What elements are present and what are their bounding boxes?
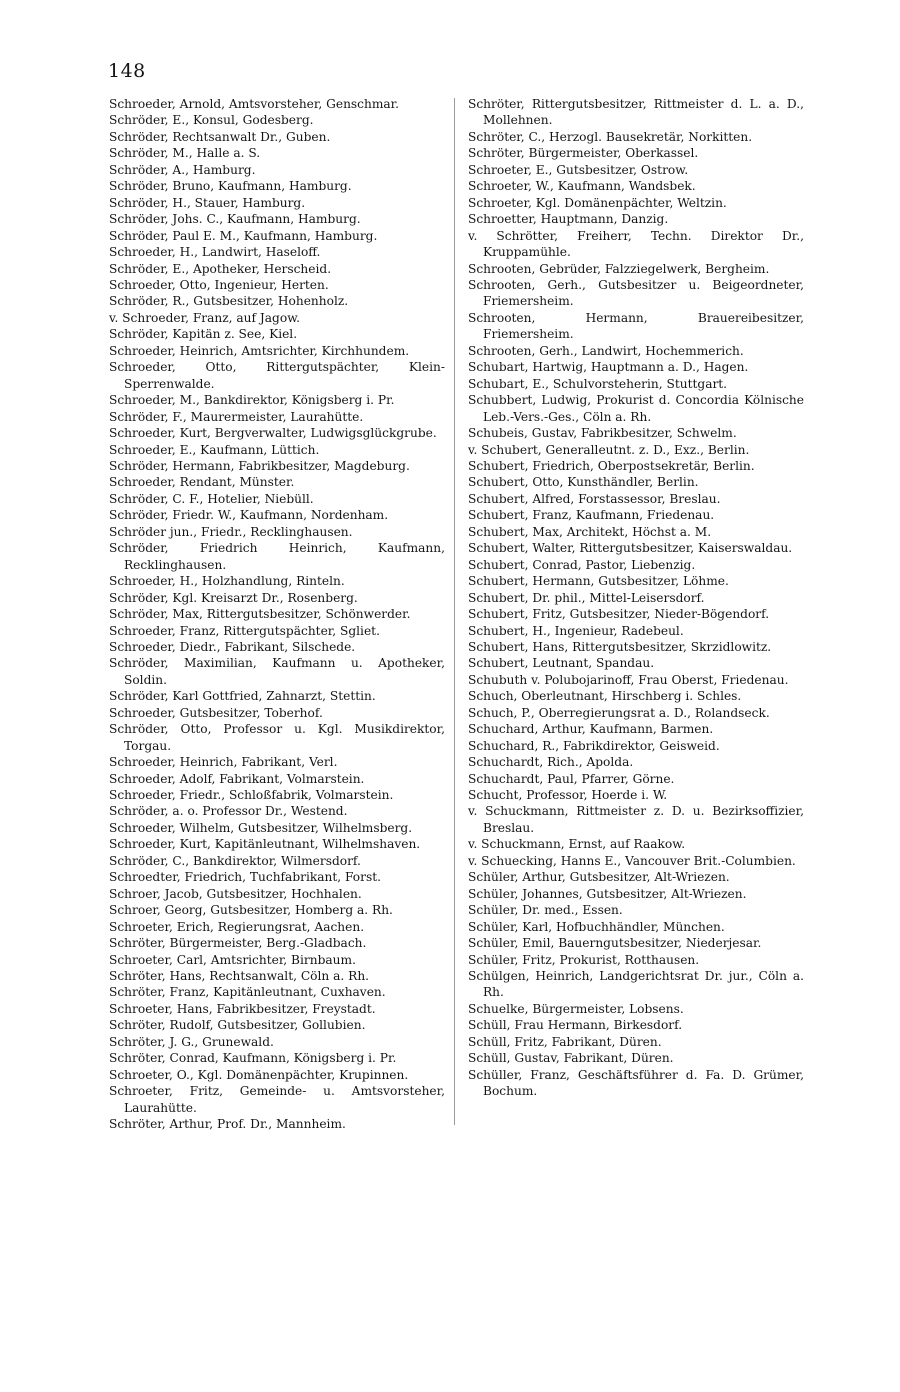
directory-entry: Schroeder, Franz, Rittergutspächter, Sgliet. [109,623,380,638]
directory-entry: Schröder, Maximilian, Kaufmann u. Apotheker, Soldin. [109,656,445,687]
directory-entry: Schroeder, Friedr., Schloßfabrik, Volmarstein. [109,788,394,803]
directory-entry: Schüll, Gustav, Fabrikant, Düren. [468,1051,674,1066]
directory-entry: Schubert, Walter, Rittergutsbesitzer, Kaiserswaldau. [468,541,793,556]
directory-entry: Schröder, M., Halle a. S. [109,146,261,161]
directory-entry: Schroeder, Gutsbesitzer, Toberhof. [109,705,323,720]
directory-entry: Schubert, H., Ingenieur, Radebeul. [468,623,684,638]
directory-entry: Schröder, A., Hamburg. [109,162,256,177]
directory-entry: Schuch, Oberleutnant, Hirschberg i. Schles. [468,689,742,704]
directory-entry: Schubart, Hartwig, Hauptmann a. D., Hagen. [468,360,749,375]
directory-entry: Schroetter, Hauptmann, Danzig. [468,212,669,227]
directory-entry: Schröter, Conrad, Kaufmann, Königsberg i. Pr. [109,1051,397,1066]
directory-entry: Schröder, Paul E. M., Kaufmann, Hamburg. [109,228,378,243]
directory-entry: Schüler, Emil, Bauerngutsbesitzer, Niederjesar. [468,936,762,951]
directory-entry: Schubert, Conrad, Pastor, Liebenzig. [468,557,696,572]
directory-entry: Schubert, Franz, Kaufmann, Friedenau. [468,508,715,523]
directory-entry: Schröter, Rudolf, Gutsbesitzer, Gollubien. [109,1018,366,1033]
directory-entry: Schubert, Alfred, Forstassessor, Breslau. [468,491,721,506]
directory-entry: Schubert, Otto, Kunsthändler, Berlin. [468,475,699,490]
directory-entry: Schröder, Friedrich Heinrich, Kaufmann, Recklinghausen. [109,541,445,572]
directory-entry: Schuchard, R., Fabrikdirektor, Geisweid. [468,738,720,753]
directory-entry: Schubuth v. Polubojarinoff, Frau Oberst, Friedenau. [468,672,789,687]
directory-entry: Schroeder, Rendant, Münster. [109,475,295,490]
directory-entry: v. Schuckmann, Ernst, auf Raakow. [468,837,686,852]
directory-entry: Schröder, Kgl. Kreisarzt Dr., Rosenberg. [109,590,358,605]
directory-entry: Schroedter, Friedrich, Tuchfabrikant, Forst. [109,870,381,885]
directory-entry: Schröder, Bruno, Kaufmann, Hamburg. [109,179,352,194]
directory-entry: Schroeter, Fritz, Gemeinde- u. Amtsvorsteher, Laurahütte. [109,1084,445,1115]
directory-entry: Schroeder, H., Landwirt, Haseloff. [109,245,321,260]
directory-entry: Schrooten, Gerh., Gutsbesitzer u. Beigeordneter, Friemersheim. [468,277,804,309]
directory-entry: Schröder, a. o. Professor Dr., Westend. [109,804,348,819]
directory-entry: Schroeter, Carl, Amtsrichter, Birnbaum. [109,952,356,967]
directory-entry: Schröder, Otto, Professor u. Kgl. Musikdirektor, Torgau. [109,722,445,753]
directory-entry: Schröter, J. G., Grunewald. [109,1034,274,1049]
directory-entry: Schroeder, M., Bankdirektor, Königsberg i. Pr. [109,393,395,408]
directory-entry: Schroeder, Heinrich, Fabrikant, Verl. [109,755,338,770]
directory-entry: Schröter, C., Herzogl. Bausekretär, Norkitten. [468,129,753,144]
directory-entry: Schüler, Dr. med., Essen. [468,903,623,918]
directory-entry: Schröder, F., Maurermeister, Laurahütte. [109,409,364,424]
directory-entry: Schubert, Hermann, Gutsbesitzer, Löhme. [468,574,729,589]
page-number: 148 [108,60,146,82]
column-divider [454,98,455,1125]
directory-entry: Schroer, Georg, Gutsbesitzer, Homberg a. Rh. [109,903,393,918]
directory-entry: Schuchardt, Rich., Apolda. [468,755,634,770]
directory-entry: Schroeder, H., Holzhandlung, Rinteln. [109,574,345,589]
directory-entry: Schüler, Arthur, Gutsbesitzer, Alt-Wriezen. [468,870,730,885]
directory-entry: Schröder, Karl Gottfried, Zahnarzt, Stettin. [109,689,376,704]
directory-entry: Schröter, Hans, Rechtsanwalt, Cöln a. Rh. [109,969,370,984]
directory-entry: Schrooten, Gerh., Landwirt, Hochemmerich. [468,343,744,358]
directory-entry: Schrooten, Gebrüder, Falzziegelwerk, Bergheim. [468,261,770,276]
directory-entry: Schubart, E., Schulvorsteherin, Stuttgart. [468,376,728,391]
directory-entry: Schroeder, Diedr., Fabrikant, Silschede. [109,639,356,654]
directory-entry: Schüll, Frau Hermann, Birkesdorf. [468,1018,683,1033]
directory-entry: Schroeter, Erich, Regierungsrat, Aachen. [109,919,365,934]
directory-entry: Schüll, Fritz, Fabrikant, Düren. [468,1034,662,1049]
directory-entry: Schroeder, Kurt, Kapitänleutnant, Wilhelmshaven. [109,837,421,852]
directory-entry: Schröder, Johs. C., Kaufmann, Hamburg. [109,212,361,227]
directory-entry: Schröder, Kapitän z. See, Kiel. [109,327,298,342]
directory-entry: Schubert, Dr. phil., Mittel-Leisersdorf. [468,590,705,605]
directory-entry: Schröder, E., Konsul, Godesberg. [109,113,314,128]
directory-entry: Schülgen, Heinrich, Landgerichtsrat Dr. jur., Cöln a. Rh. [468,969,804,1000]
directory-entry: Schuchard, Arthur, Kaufmann, Barmen. [468,722,714,737]
directory-entry: v. Schubert, Generalleutnt. z. D., Exz., Berlin. [468,442,750,457]
directory-entry: Schubert, Hans, Rittergutsbesitzer, Skrzidlowitz. [468,639,772,654]
directory-entry: Schroer, Jacob, Gutsbesitzer, Hochhalen. [109,886,362,901]
directory-entry: Schüller, Franz, Geschäftsführer d. Fa. D. Grümer, Bochum. [468,1067,804,1099]
directory-entry: Schroeter, Kgl. Domänenpächter, Weltzin. [468,195,727,210]
directory-entry: Schroeder, Kurt, Bergverwalter, Ludwigsglückgrube. [109,426,437,441]
directory-entry: Schubbert, Ludwig, Prokurist d. Concordia Kölnische Leb.-Vers.-Ges., Cöln a. Rh. [468,393,804,424]
directory-entry: Schröder, C. F., Hotelier, Niebüll. [109,491,314,506]
directory-entry: Schuchardt, Paul, Pfarrer, Görne. [468,771,675,786]
directory-entry: Schröter, Rittergutsbesitzer, Rittmeister d. L. a. D., Mollehnen. [468,97,804,128]
directory-entry: Schroeder, E., Kaufmann, Lüttich. [109,442,320,457]
directory-entry: Schrooten, Hermann, Brauereibesitzer, Friemersheim. [468,310,804,342]
directory-entry: Schroeder, Otto, Rittergutspächter, Klein-Sperrenwalde. [109,360,445,391]
directory-entry: v. Schrötter, Freiherr, Techn. Direktor Dr., Kruppamühle. [468,228,804,260]
directory-entry: Schroeder, Heinrich, Amtsrichter, Kirchhundem. [109,343,410,358]
directory-entry: Schuch, P., Oberregierungsrat a. D., Rolandseck. [468,705,770,720]
directory-entry: Schubert, Fritz, Gutsbesitzer, Nieder-Bögendorf. [468,607,770,622]
directory-entry: Schröder, Hermann, Fabrikbesitzer, Magdeburg. [109,458,410,473]
directory-entry: Schubert, Max, Architekt, Höchst a. M. [468,524,712,539]
directory-entry: Schuelke, Bürgermeister, Lobsens. [468,1001,684,1016]
directory-entry: Schröter, Franz, Kapitänleutnant, Cuxhaven. [109,985,386,1000]
directory-entry: Schüler, Johannes, Gutsbesitzer, Alt-Wriezen. [468,886,747,901]
directory-entry: Schüler, Karl, Hofbuchhändler, München. [468,919,725,934]
directory-entry: Schröter, Bürgermeister, Oberkassel. [468,146,699,161]
directory-entry: Schröder, C., Bankdirektor, Wilmersdorf. [109,853,361,868]
directory-entry: Schubeis, Gustav, Fabrikbesitzer, Schwelm. [468,426,737,441]
directory-entry: Schröter, Arthur, Prof. Dr., Mannheim. [109,1117,346,1132]
directory-entry: Schüler, Fritz, Prokurist, Rotthausen. [468,952,700,967]
directory-entry: Schröder jun., Friedr., Recklinghausen. [109,524,353,539]
directory-entry: Schroeter, O., Kgl. Domänenpächter, Krupinnen. [109,1067,409,1082]
directory-entry: Schroeder, Arnold, Amtsvorsteher, Genschmar. [109,97,400,111]
directory-entry: Schröder, H., Stauer, Hamburg. [109,195,306,210]
directory-entry: v. Schroeder, Franz, auf Jagow. [109,310,301,325]
directory-entry: Schroeder, Wilhelm, Gutsbesitzer, Wilhelmsberg. [109,820,413,835]
directory-entry: Schroeder, Adolf, Fabrikant, Volmarstein. [109,771,365,786]
directory-entry: Schroeter, Hans, Fabrikbesitzer, Freystadt. [109,1001,376,1016]
directory-entry: Schröder, E., Apotheker, Herscheid. [109,261,332,276]
directory-entry: Schröder, R., Gutsbesitzer, Hohenholz. [109,294,349,309]
directory-entry: Schroeter, E., Gutsbesitzer, Ostrow. [468,162,689,177]
directory-entry: Schubert, Friedrich, Oberpostsekretär, Berlin. [468,458,755,473]
directory-entry: Schröder, Rechtsanwalt Dr., Guben. [109,129,331,144]
directory-entry: Schroeter, W., Kaufmann, Wandsbek. [468,179,696,194]
directory-entry: Schucht, Professor, Hoerde i. W. [468,788,668,803]
directory-entry: Schröter, Bürgermeister, Berg.-Gladbach. [109,936,367,951]
directory-entry: v. Schuckmann, Rittmeister z. D. u. Bezirksoffizier, Breslau. [468,804,804,835]
directory-entry: Schubert, Leutnant, Spandau. [468,656,655,671]
directory-entry: Schroeder, Otto, Ingenieur, Herten. [109,277,329,292]
directory-entry: Schröder, Max, Rittergutsbesitzer, Schönwerder. [109,607,411,622]
directory-entry: v. Schuecking, Hanns E., Vancouver Brit.-Columbien. [468,853,796,868]
left-column [109,96,445,1133]
directory-entry: Schröder, Friedr. W., Kaufmann, Nordenham. [109,508,389,523]
right-column [468,96,804,1100]
